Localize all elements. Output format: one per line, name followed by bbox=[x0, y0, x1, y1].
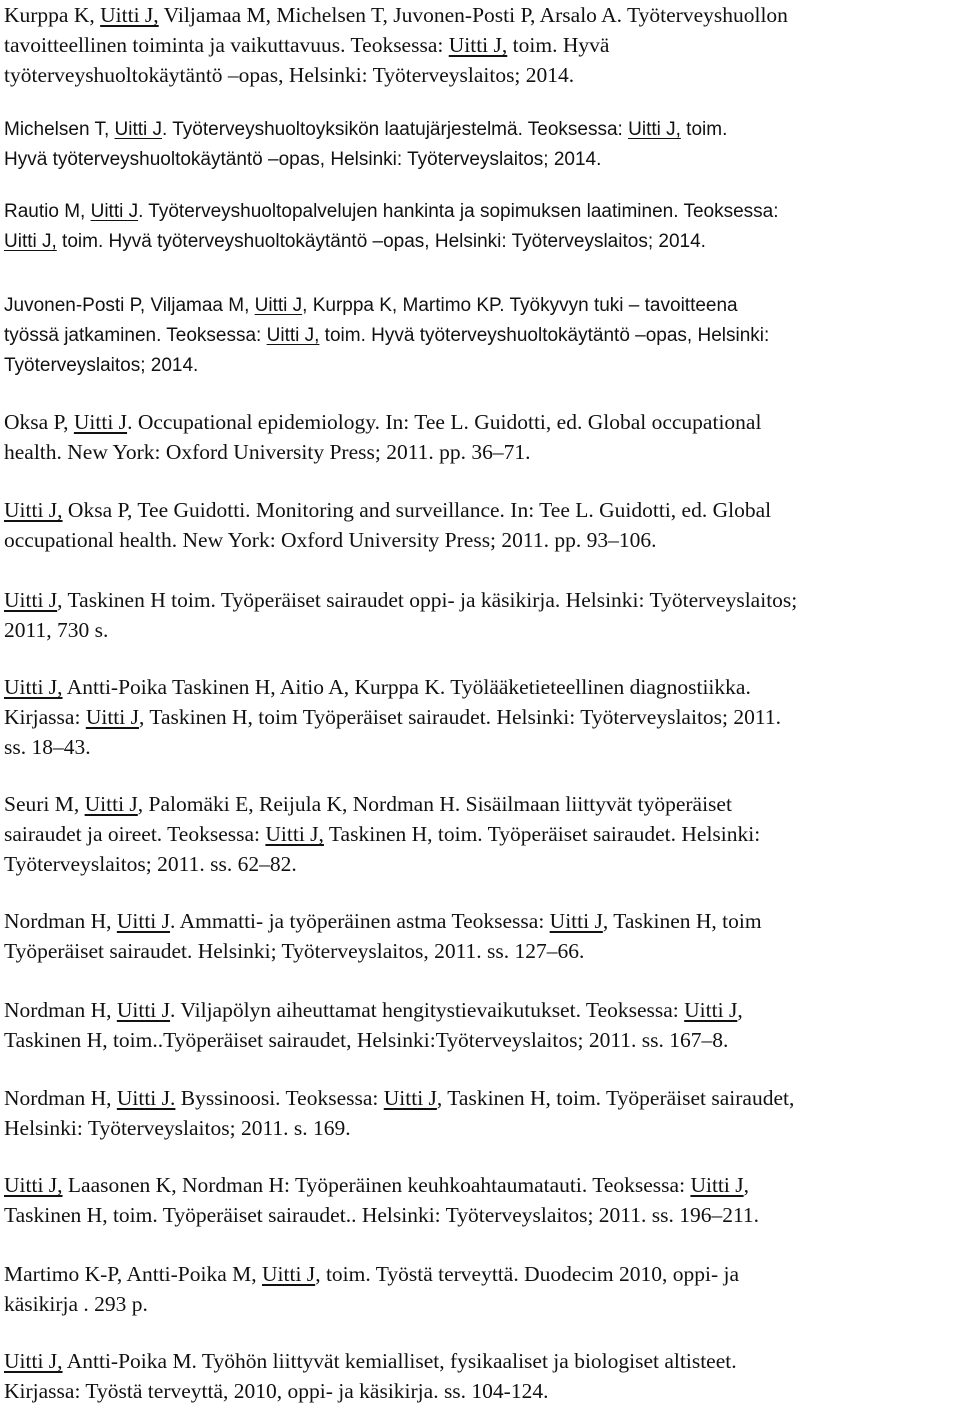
reference-text: , bbox=[737, 998, 743, 1022]
author-name-underlined: Uitti J bbox=[262, 1262, 316, 1286]
reference-line bbox=[4, 702, 956, 732]
reference-line bbox=[4, 1025, 956, 1055]
reference-entry bbox=[4, 1083, 956, 1143]
reference-line bbox=[4, 1376, 956, 1406]
reference-text: Taskinen H, toim..Työperäiset sairaudet, Helsinki:Työterveyslaitos; 2011. ss. 167–8. bbox=[4, 1028, 729, 1052]
author-name-underlined: Uitti J, bbox=[4, 231, 57, 252]
author-name-underlined: Uitti J bbox=[116, 909, 171, 933]
author-name-underlined: Uitti J bbox=[690, 1173, 744, 1197]
reference-entry bbox=[4, 195, 956, 255]
reference-text: Antti-Poika M. Työhön liittyvät kemialliset, fysikaaliset ja biologiset altisteet. bbox=[62, 1349, 737, 1373]
reference-line bbox=[4, 1346, 956, 1376]
reference-text: , Kurppa K, Martimo KP. Työkyvyn tuki – tavoitteena bbox=[302, 295, 738, 316]
reference-text: Taskinen H, toim. Työperäiset sairaudet.. Helsinki: Työterveyslaitos; 2011. ss. 196–211. bbox=[4, 1203, 760, 1227]
reference-line bbox=[4, 60, 956, 90]
reference-text: toim. Hyvä bbox=[507, 33, 610, 57]
reference-text: Laasonen K, Nordman H: Työperäinen keuhkoahtaumatauti. Teoksessa: bbox=[62, 1173, 691, 1197]
author-name-underlined: Uitti J bbox=[84, 792, 138, 816]
reference-entry bbox=[4, 1259, 956, 1319]
author-name-underlined: Uitti J bbox=[90, 201, 139, 222]
author-name-underlined: Uitti J, bbox=[4, 498, 63, 522]
reference-line bbox=[4, 195, 956, 225]
author-name-underlined: Uitti J, bbox=[265, 822, 324, 846]
author-name-underlined: Uitti J bbox=[549, 909, 603, 933]
reference-line bbox=[4, 407, 956, 437]
reference-line bbox=[4, 1289, 956, 1319]
author-name-underlined: Uitti J bbox=[383, 1086, 437, 1110]
reference-text: . Työterveyshuoltoyksikön laatujärjestelmä. Teoksessa: bbox=[162, 119, 629, 140]
reference-text: tavoitteellinen toiminta ja vaikuttavuus. Teoksessa: bbox=[4, 33, 449, 57]
author-name-underlined: Uitti J, bbox=[448, 33, 508, 57]
reference-line bbox=[4, 30, 956, 60]
reference-text: occupational health. New York: Oxford University Press; 2011. pp. 93–106. bbox=[4, 528, 657, 552]
author-name-underlined: Uitti J, bbox=[4, 675, 63, 699]
reference-entry bbox=[4, 1346, 956, 1406]
reference-line bbox=[4, 936, 956, 966]
reference-text: Viljamaa M, Michelsen T, Juvonen-Posti P, Arsalo A. Työterveyshuollon bbox=[158, 3, 788, 27]
reference-line bbox=[4, 437, 956, 467]
reference-line bbox=[4, 143, 956, 173]
reference-line bbox=[4, 906, 956, 936]
reference-line bbox=[4, 849, 956, 879]
reference-text: toim. Hyvä työterveyshuoltokäytäntö –opas, Helsinki: bbox=[319, 325, 770, 346]
reference-entry bbox=[4, 407, 956, 467]
reference-text: , Taskinen H, toim bbox=[602, 909, 762, 933]
reference-text: käsikirja . 293 p. bbox=[4, 1292, 148, 1316]
reference-entry bbox=[4, 113, 956, 173]
reference-entry bbox=[4, 0, 956, 90]
reference-line bbox=[4, 0, 956, 30]
reference-text: , Taskinen H, toim Työperäiset sairaudet. Helsinki: Työterveyslaitos; 2011. bbox=[138, 705, 781, 729]
reference-text: työssä jatkaminen. Teoksessa: bbox=[4, 325, 267, 346]
author-name-underlined: Uitti J bbox=[254, 295, 303, 316]
reference-text: sairaudet ja oireet. Teoksessa: bbox=[4, 822, 266, 846]
reference-text: Helsinki: Työterveyslaitos; 2011. s. 169. bbox=[4, 1116, 351, 1140]
reference-text: toim. Hyvä työterveyshuoltokäytäntö –opas, Helsinki: Työterveyslaitos; 2014. bbox=[56, 231, 706, 252]
reference-text: Nordman H, bbox=[4, 909, 117, 933]
author-name-underlined: Uitti J bbox=[85, 705, 139, 729]
reference-entry bbox=[4, 495, 956, 555]
reference-line bbox=[4, 789, 956, 819]
reference-line bbox=[4, 495, 956, 525]
reference-text: Taskinen H, toim. Työperäiset sairaudet. Helsinki: bbox=[323, 822, 761, 846]
reference-line bbox=[4, 615, 956, 645]
reference-text: Työterveyslaitos; 2011. ss. 62–82. bbox=[4, 852, 297, 876]
reference-text: Kirjassa: bbox=[4, 705, 86, 729]
reference-text: 2011, 730 s. bbox=[4, 618, 109, 642]
reference-entry bbox=[4, 585, 956, 645]
reference-text: , Palomäki E, Reijula K, Nordman H. Sisäilmaan liittyvät työperäiset bbox=[137, 792, 732, 816]
reference-entry bbox=[4, 995, 956, 1055]
reference-text: ss. 18–43. bbox=[4, 735, 91, 759]
reference-line bbox=[4, 289, 956, 319]
reference-entry bbox=[4, 1170, 956, 1230]
reference-text: Työperäiset sairaudet. Helsinki; Työterveyslaitos, 2011. ss. 127–66. bbox=[4, 939, 585, 963]
reference-line bbox=[4, 585, 956, 615]
reference-entry bbox=[4, 672, 956, 762]
reference-text: health. New York: Oxford University Press; 2011. pp. 36–71. bbox=[4, 440, 531, 464]
reference-text: Antti-Poika Taskinen H, Aitio A, Kurppa K. Työlääketieteellinen diagnostiikka. bbox=[62, 675, 751, 699]
reference-text: . Viljapölyn aiheuttamat hengitystievaikutukset. Teoksessa: bbox=[170, 998, 685, 1022]
reference-text: Työterveyslaitos; 2014. bbox=[4, 355, 199, 376]
reference-text: Byssinoosi. Teoksessa: bbox=[175, 1086, 384, 1110]
reference-line bbox=[4, 1113, 956, 1143]
reference-line bbox=[4, 319, 956, 349]
reference-line bbox=[4, 113, 956, 143]
reference-text: Oksa P, bbox=[4, 410, 74, 434]
reference-entry bbox=[4, 789, 956, 879]
reference-text: Hyvä työterveyshuoltokäytäntö –opas, Helsinki: Työterveyslaitos; 2014. bbox=[4, 149, 602, 170]
reference-line bbox=[4, 349, 956, 379]
author-name-underlined: Uitti J, bbox=[4, 1349, 63, 1373]
reference-text: . Ammatti- ja työperäinen astma Teoksessa: bbox=[170, 909, 550, 933]
reference-line bbox=[4, 995, 956, 1025]
reference-text: Seuri M, bbox=[4, 792, 85, 816]
author-name-underlined: Uitti J bbox=[116, 998, 171, 1022]
reference-text: , Taskinen H, toim. Työperäiset sairaudet, bbox=[436, 1086, 795, 1110]
reference-text: Rautio M, bbox=[4, 201, 91, 222]
reference-text: Juvonen-Posti P, Viljamaa M, bbox=[4, 295, 255, 316]
reference-text: toim. bbox=[680, 119, 728, 140]
reference-line bbox=[4, 1083, 956, 1113]
author-name-underlined: Uitti J, bbox=[266, 325, 320, 346]
author-name-underlined: Uitti J. bbox=[116, 1086, 176, 1110]
reference-line bbox=[4, 225, 956, 255]
reference-line bbox=[4, 1200, 956, 1230]
author-name-underlined: Uitti J, bbox=[100, 3, 159, 27]
author-name-underlined: Uitti J, bbox=[628, 119, 681, 140]
reference-text: Oksa P, Tee Guidotti. Monitoring and surveillance. In: Tee L. Guidotti, ed. Global bbox=[62, 498, 772, 522]
reference-line bbox=[4, 1170, 956, 1200]
reference-entry bbox=[4, 906, 956, 966]
author-name-underlined: Uitti J bbox=[114, 119, 163, 140]
author-name-underlined: Uitti J bbox=[4, 588, 58, 612]
author-name-underlined: Uitti J bbox=[684, 998, 738, 1022]
reference-line bbox=[4, 1259, 956, 1289]
reference-text: , bbox=[743, 1173, 749, 1197]
reference-text: , Taskinen H toim. Työperäiset sairaudet oppi- ja käsikirja. Helsinki: Työterveyslaitos; bbox=[57, 588, 798, 612]
reference-text: . Työterveyshuoltopalvelujen hankinta ja sopimuksen laatiminen. Teoksessa: bbox=[138, 201, 779, 222]
reference-text: Kirjassa: Työstä terveyttä, 2010, oppi- ja käsikirja. ss. 104-124. bbox=[4, 1379, 549, 1403]
reference-line bbox=[4, 819, 956, 849]
author-name-underlined: Uitti J, bbox=[4, 1173, 63, 1197]
reference-text: . Occupational epidemiology. In: Tee L. Guidotti, ed. Global occupational bbox=[127, 410, 762, 434]
reference-text: , toim. Työstä terveyttä. Duodecim 2010, oppi- ja bbox=[315, 1262, 740, 1286]
reference-text: Nordman H, bbox=[4, 1086, 117, 1110]
reference-text: Kurppa K, bbox=[4, 3, 101, 27]
reference-text: Nordman H, bbox=[4, 998, 117, 1022]
reference-entry bbox=[4, 289, 956, 379]
reference-text: työterveyshuoltokäytäntö –opas, Helsinki: Työterveyslaitos; 2014. bbox=[4, 63, 575, 87]
author-name-underlined: Uitti J bbox=[73, 410, 128, 434]
reference-text: Michelsen T, bbox=[4, 119, 115, 140]
reference-line bbox=[4, 732, 956, 762]
reference-text: Martimo K-P, Antti-Poika M, bbox=[4, 1262, 263, 1286]
reference-line bbox=[4, 525, 956, 555]
reference-line bbox=[4, 672, 956, 702]
